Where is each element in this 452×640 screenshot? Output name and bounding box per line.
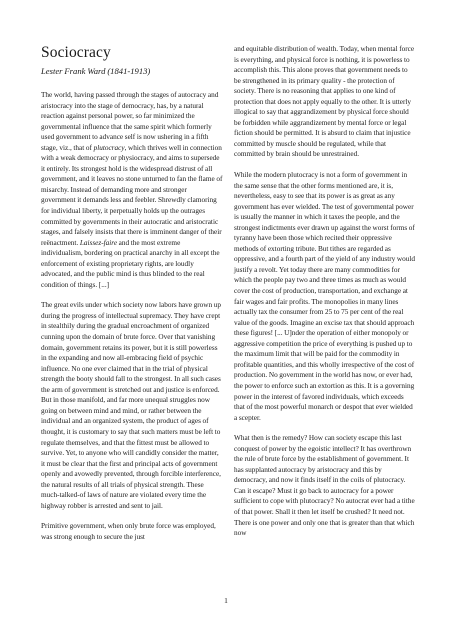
paragraph-1-term-laissez-faire: Laissez-faire (79, 238, 118, 247)
paragraph-1-text-b: , which thrives well in connection with a weak democracy or physiocracy, and aims to supersede it entirely. Its strongest hold is the widespread distrust of all government, and it leaves no stone unturned to fan the flame of misarchy. Instead of demanding more and stronger government it demands less and feebler. Shrewdly clamoring for individual liberty, it perpetually holds up the outrages committed by governments in their autocratic and aristocratic stages, and falsely insists that there is imminent danger of their reënactment. (41, 143, 223, 247)
paragraph-1 (41, 90, 223, 290)
right-column (234, 44, 416, 549)
paragraph-6: What then is the remedy? How can society escape this last conquest of power by the egoistic intellect? It has overthrown the rule of brute force by the establishment of government. It has supplanted autocracy by aristocracy and this by democracy, and now it finds itself in the coils of plutocracy. Can it escape? Must it go back to autocracy for a power sufficient to cope with plutocracy? No autocrat ever had a tithe of that power. Shall it then let itself be crushed? It need not. There is one power and only one that is greater than that which now (234, 434, 415, 538)
paragraph-4: and equitable distribution of wealth. Today, when mental force is everything, and physical force is nothing, it is powerless to accomplish this. This alone proves that government needs to be strengthened in its primary quality - the protection of society. There is no reasoning that applies to one kind of protection that does not apply equally to the other. It is utterly illogical to say that aggrandizement by physical force should be forbidden while aggrandizement by mental force or legal fiction should be permitted. It is absurd to claim that injustice committed by muscle should be regulated, while that committed by brain should be unrestrained. (234, 45, 415, 159)
left-column (41, 44, 223, 552)
paragraph-5: While the modern plutocracy is not a form of government in the same sense that the other forms mentioned are, it is, nevertheless, easy to see that its power is as great as any government has ever wielded. The test of governmental power is usually the manner in which it taxes the people, and the strongest indictments ever drawn up against the worst forms of tyranny have been those which recited their oppressive methods of extorting tribute. But tithes are regarded as oppressive, and a fourth part of the yield of any industry would justify a revolt. Yet today there are many commodities for which the people pay two and three times as much as would cover the cost of production, transportation, and exchange at fair wages and fair profits. The monopolies in many lines actually tax the consumer from 25 to 75 per cent of the real value of the goods. Imagine an excise tax that should approach these figures! [... U]nder the operation of either monopoly or aggressive competition the price of everything is pushed up to the maximum limit that will be paid for the commodity in profitable quantities, and this wholly irrespective of the cost of production. No government in the world has now, or ever had, the power to enforce such an extortion as this. It is a governing power in the interest of favored individuals, which exceeds that of the most powerful monarch or despot that ever wielded a scepter. (234, 171, 416, 422)
paragraph-1-text-c: and the most extreme individualism, bordering on practical anarchy in all except the enforcement of existing proprietary rights, are loudly advocated, and the public mind is thus blinded to the real condition of things. [...] (41, 238, 220, 289)
paragraph-1-term-plutocracy: plutocracy (93, 143, 125, 152)
page-number: 1 (224, 596, 228, 605)
document-title: Sociocracy (41, 44, 111, 61)
paragraph-3: Primitive government, when only brute force was employed, was strong enough to secure the just (41, 522, 216, 541)
paragraph-2: The great evils under which society now labors have grown up during the progress of intellectual supremacy. They have crept in stealthily during the gradual encroachment of organized cunning upon the domain of brute force. Over that vanishing domain, government retains its power, but it is still powerless in the expanding and now all-embracing field of psychic influence. No one ever claimed that in the trial of physical strength the booty should fall to the strongest. In all such cases the arm of government is stretched out and justice is enforced. But in those manifold, and far more unequal struggles now going on between mind and mind, or rather between the individual and an organized system, the product of ages of thought, it is customary to say that such matters must be left to regulate themselves, and that the fittest must be allowed to survive. Yet, to anyone who will candidly consider the matter, it must be clear that the first and principal acts of government openly and avowedly prevented, through forcible interference, the natural results of all trials of physical strength. These much-talked-of laws of nature are violated every time the highway robber is arrested and sent to jail. (41, 301, 222, 510)
document-author: Lester Frank Ward (1841-1913) (41, 66, 151, 76)
paragraph-1-text-a: The world, having passed through the stages of autocracy and aristocracy into the stage of democracy, has, by a natural reaction against personal power, so far minimized the governmental influence that the same spirit which formerly used government to advance self is now ushering in a fifth stage, viz., that of (41, 91, 219, 152)
